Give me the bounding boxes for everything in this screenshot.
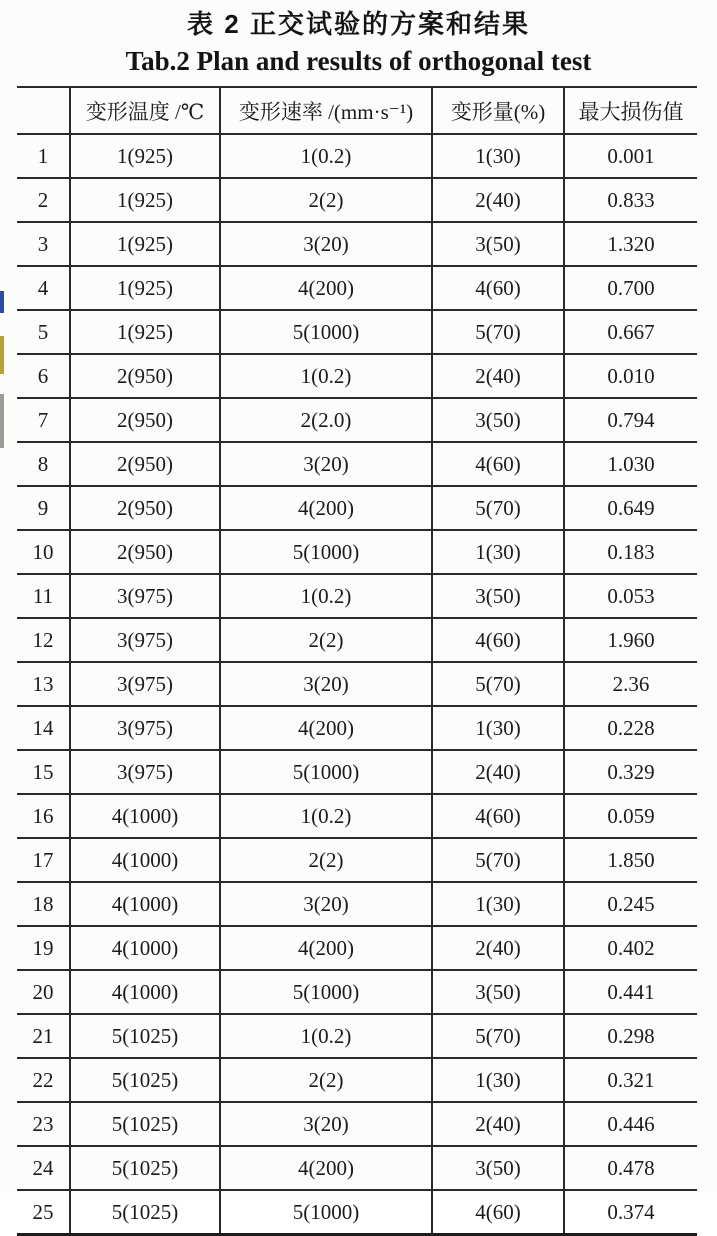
amount-cell: 5(70) bbox=[432, 838, 564, 882]
rate-cell: 4(200) bbox=[220, 706, 432, 750]
row-number-cell: 20 bbox=[17, 970, 70, 1014]
damage-value-cell: 0.059 bbox=[564, 794, 697, 838]
table-title-english: Tab.2 Plan and results of orthogonal test bbox=[125, 46, 592, 76]
header-cell-deformation-temperature: 变形温度 /℃ bbox=[70, 87, 220, 134]
damage-value-cell: 0.794 bbox=[564, 398, 697, 442]
header-cell-run-number bbox=[17, 87, 70, 134]
row-number-cell: 17 bbox=[17, 838, 70, 882]
rate-cell: 2(2.0) bbox=[220, 398, 432, 442]
row-number-cell: 3 bbox=[17, 222, 70, 266]
header-cell-deformation-amount: 变形量(%) bbox=[432, 87, 564, 134]
damage-value-cell: 0.478 bbox=[564, 1146, 697, 1190]
row-number-cell: 21 bbox=[17, 1014, 70, 1058]
temperature-cell: 2(950) bbox=[70, 530, 220, 574]
temperature-cell: 1(925) bbox=[70, 310, 220, 354]
damage-value-cell: 0.245 bbox=[564, 882, 697, 926]
table-row bbox=[17, 1014, 697, 1058]
amount-cell: 4(60) bbox=[432, 618, 564, 662]
damage-value-cell: 0.321 bbox=[564, 1058, 697, 1102]
temperature-cell: 5(1025) bbox=[70, 1058, 220, 1102]
table-row bbox=[17, 442, 697, 486]
scan-edge-artifact-blue bbox=[0, 291, 4, 313]
table-row bbox=[17, 1190, 697, 1235]
temperature-cell: 4(1000) bbox=[70, 794, 220, 838]
row-number-cell: 25 bbox=[17, 1190, 70, 1235]
row-number-cell: 7 bbox=[17, 398, 70, 442]
damage-value-cell: 0.183 bbox=[564, 530, 697, 574]
temperature-cell: 5(1025) bbox=[70, 1014, 220, 1058]
table-row bbox=[17, 178, 697, 222]
row-number-cell: 5 bbox=[17, 310, 70, 354]
damage-value-cell: 1.320 bbox=[564, 222, 697, 266]
rate-cell: 3(20) bbox=[220, 1102, 432, 1146]
rate-cell: 5(1000) bbox=[220, 1190, 432, 1235]
table-body bbox=[17, 134, 697, 1235]
damage-value-cell: 0.649 bbox=[564, 486, 697, 530]
rate-cell: 2(2) bbox=[220, 178, 432, 222]
temperature-cell: 2(950) bbox=[70, 486, 220, 530]
amount-cell: 5(70) bbox=[432, 310, 564, 354]
temperature-cell: 3(975) bbox=[70, 706, 220, 750]
rate-cell: 3(20) bbox=[220, 222, 432, 266]
header-cell-deformation-rate: 变形速率 /(mm·s⁻¹) bbox=[220, 87, 432, 134]
table-row bbox=[17, 354, 697, 398]
table-row bbox=[17, 1058, 697, 1102]
row-number-cell: 16 bbox=[17, 794, 70, 838]
amount-cell: 4(60) bbox=[432, 1190, 564, 1235]
temperature-cell: 4(1000) bbox=[70, 838, 220, 882]
rate-cell: 3(20) bbox=[220, 662, 432, 706]
temperature-cell: 5(1025) bbox=[70, 1146, 220, 1190]
temperature-cell: 3(975) bbox=[70, 662, 220, 706]
rate-cell: 1(0.2) bbox=[220, 134, 432, 178]
rate-cell: 4(200) bbox=[220, 486, 432, 530]
temperature-cell: 3(975) bbox=[70, 618, 220, 662]
table-row bbox=[17, 926, 697, 970]
row-number-cell: 2 bbox=[17, 178, 70, 222]
temperature-cell: 3(975) bbox=[70, 574, 220, 618]
temperature-cell: 4(1000) bbox=[70, 970, 220, 1014]
rate-cell: 5(1000) bbox=[220, 970, 432, 1014]
damage-value-cell: 0.446 bbox=[564, 1102, 697, 1146]
damage-value-cell: 0.374 bbox=[564, 1190, 697, 1235]
amount-cell: 1(30) bbox=[432, 1058, 564, 1102]
row-number-cell: 10 bbox=[17, 530, 70, 574]
table-row bbox=[17, 134, 697, 178]
temperature-cell: 1(925) bbox=[70, 134, 220, 178]
row-number-cell: 13 bbox=[17, 662, 70, 706]
damage-value-cell: 0.833 bbox=[564, 178, 697, 222]
damage-value-cell: 0.667 bbox=[564, 310, 697, 354]
damage-value-cell: 0.441 bbox=[564, 970, 697, 1014]
amount-cell: 4(60) bbox=[432, 266, 564, 310]
temperature-cell: 2(950) bbox=[70, 442, 220, 486]
damage-value-cell: 1.850 bbox=[564, 838, 697, 882]
rate-cell: 5(1000) bbox=[220, 750, 432, 794]
table-row bbox=[17, 794, 697, 838]
row-number-cell: 12 bbox=[17, 618, 70, 662]
row-number-cell: 22 bbox=[17, 1058, 70, 1102]
amount-cell: 2(40) bbox=[432, 750, 564, 794]
table-row bbox=[17, 310, 697, 354]
table-row bbox=[17, 882, 697, 926]
rate-cell: 1(0.2) bbox=[220, 794, 432, 838]
damage-value-cell: 0.700 bbox=[564, 266, 697, 310]
rate-cell: 5(1000) bbox=[220, 530, 432, 574]
temperature-cell: 3(975) bbox=[70, 750, 220, 794]
table-title-chinese: 表 2 正交试验的方案和结果 bbox=[187, 9, 530, 39]
table-row bbox=[17, 750, 697, 794]
amount-cell: 1(30) bbox=[432, 134, 564, 178]
scan-edge-artifact-gray bbox=[0, 394, 4, 448]
table-row bbox=[17, 706, 697, 750]
row-number-cell: 18 bbox=[17, 882, 70, 926]
rate-cell: 5(1000) bbox=[220, 310, 432, 354]
row-number-cell: 6 bbox=[17, 354, 70, 398]
temperature-cell: 5(1025) bbox=[70, 1190, 220, 1235]
damage-value-cell: 1.960 bbox=[564, 618, 697, 662]
damage-value-cell: 0.402 bbox=[564, 926, 697, 970]
amount-cell: 1(30) bbox=[432, 706, 564, 750]
temperature-cell: 4(1000) bbox=[70, 926, 220, 970]
row-number-cell: 19 bbox=[17, 926, 70, 970]
temperature-cell: 5(1025) bbox=[70, 1102, 220, 1146]
rate-cell: 3(20) bbox=[220, 882, 432, 926]
table-row bbox=[17, 1146, 697, 1190]
rate-cell: 2(2) bbox=[220, 1058, 432, 1102]
row-number-cell: 15 bbox=[17, 750, 70, 794]
table-row bbox=[17, 838, 697, 882]
rate-cell: 4(200) bbox=[220, 926, 432, 970]
row-number-cell: 1 bbox=[17, 134, 70, 178]
temperature-cell: 1(925) bbox=[70, 266, 220, 310]
amount-cell: 3(50) bbox=[432, 574, 564, 618]
table-row bbox=[17, 574, 697, 618]
table-row bbox=[17, 970, 697, 1014]
rate-cell: 3(20) bbox=[220, 442, 432, 486]
scan-edge-artifact-olive bbox=[0, 336, 4, 374]
table-row bbox=[17, 1102, 697, 1146]
table-row bbox=[17, 530, 697, 574]
rate-cell: 4(200) bbox=[220, 266, 432, 310]
amount-cell: 4(60) bbox=[432, 794, 564, 838]
temperature-cell: 2(950) bbox=[70, 398, 220, 442]
amount-cell: 5(70) bbox=[432, 662, 564, 706]
row-number-cell: 14 bbox=[17, 706, 70, 750]
table-row bbox=[17, 662, 697, 706]
temperature-cell: 1(925) bbox=[70, 178, 220, 222]
damage-value-cell: 0.001 bbox=[564, 134, 697, 178]
damage-value-cell: 0.329 bbox=[564, 750, 697, 794]
damage-value-cell: 0.298 bbox=[564, 1014, 697, 1058]
amount-cell: 2(40) bbox=[432, 354, 564, 398]
amount-cell: 2(40) bbox=[432, 178, 564, 222]
damage-value-cell: 0.053 bbox=[564, 574, 697, 618]
row-number-cell: 8 bbox=[17, 442, 70, 486]
rate-cell: 2(2) bbox=[220, 618, 432, 662]
table-row bbox=[17, 486, 697, 530]
orthogonal-test-table bbox=[17, 86, 697, 1236]
amount-cell: 3(50) bbox=[432, 398, 564, 442]
damage-value-cell: 1.030 bbox=[564, 442, 697, 486]
row-number-cell: 23 bbox=[17, 1102, 70, 1146]
amount-cell: 3(50) bbox=[432, 1146, 564, 1190]
amount-cell: 4(60) bbox=[432, 442, 564, 486]
table-row bbox=[17, 618, 697, 662]
amount-cell: 2(40) bbox=[432, 1102, 564, 1146]
rate-cell: 1(0.2) bbox=[220, 1014, 432, 1058]
row-number-cell: 24 bbox=[17, 1146, 70, 1190]
table-row bbox=[17, 222, 697, 266]
table-row bbox=[17, 398, 697, 442]
damage-value-cell: 0.228 bbox=[564, 706, 697, 750]
rate-cell: 4(200) bbox=[220, 1146, 432, 1190]
damage-value-cell: 0.010 bbox=[564, 354, 697, 398]
rate-cell: 2(2) bbox=[220, 838, 432, 882]
amount-cell: 2(40) bbox=[432, 926, 564, 970]
temperature-cell: 2(950) bbox=[70, 354, 220, 398]
damage-value-cell: 2.36 bbox=[564, 662, 697, 706]
amount-cell: 1(30) bbox=[432, 530, 564, 574]
table-row bbox=[17, 266, 697, 310]
row-number-cell: 9 bbox=[17, 486, 70, 530]
header-cell-max-damage-value: 最大损伤值 bbox=[564, 87, 697, 134]
rate-cell: 1(0.2) bbox=[220, 354, 432, 398]
temperature-cell: 1(925) bbox=[70, 222, 220, 266]
row-number-cell: 11 bbox=[17, 574, 70, 618]
amount-cell: 5(70) bbox=[432, 486, 564, 530]
amount-cell: 3(50) bbox=[432, 222, 564, 266]
temperature-cell: 4(1000) bbox=[70, 882, 220, 926]
row-number-cell: 4 bbox=[17, 266, 70, 310]
header-row bbox=[17, 87, 697, 134]
amount-cell: 5(70) bbox=[432, 1014, 564, 1058]
amount-cell: 3(50) bbox=[432, 970, 564, 1014]
amount-cell: 1(30) bbox=[432, 882, 564, 926]
rate-cell: 1(0.2) bbox=[220, 574, 432, 618]
